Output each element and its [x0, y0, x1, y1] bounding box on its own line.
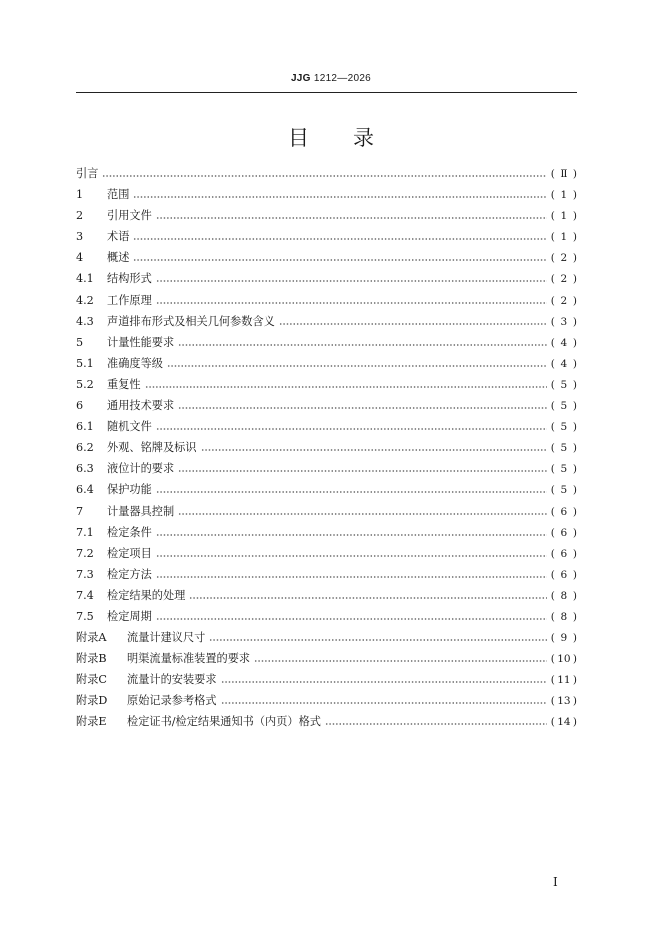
toc-entry-page: ( 6 )	[550, 526, 577, 539]
toc-leader-dots	[178, 461, 547, 473]
toc-entry-page-number: 3	[560, 315, 568, 328]
toc-entry-page-number: 11	[557, 674, 571, 687]
toc-entry-number: 7.1	[76, 525, 94, 539]
toc-entry-number: 6	[76, 399, 84, 413]
toc-entry-label: 原始记录参考格式	[127, 694, 217, 708]
toc-entry[interactable]	[76, 270, 577, 291]
toc-entry-label: 计量器具控制	[107, 504, 175, 518]
toc-entry-label: 检定证书/检定结果通知书（内页）格式	[127, 715, 321, 729]
toc-entry-number: 5.1	[76, 356, 94, 370]
toc-entry-label: 检定条件	[107, 525, 152, 539]
toc-entry-label: 范围	[107, 188, 130, 202]
toc-entry[interactable]	[76, 249, 577, 270]
toc-entry-number: 6.1	[76, 420, 94, 434]
toc-entry-page: ( 2 )	[550, 252, 577, 265]
toc-entry-page-number: 1	[560, 210, 568, 223]
toc-entry-page: ( 10 )	[550, 653, 577, 666]
toc-entry[interactable]	[76, 524, 577, 545]
toc-leader-dots	[156, 567, 547, 579]
toc-entry-page: ( 6 )	[550, 505, 577, 518]
toc-entry-label: 引用文件	[107, 209, 152, 223]
toc-entry-page: ( 5 )	[550, 400, 577, 413]
toc-entry[interactable]	[76, 355, 577, 376]
toc-entry-number: 4.3	[76, 314, 94, 328]
toc-entry-label: 流量计的安装要求	[127, 673, 217, 687]
toc-entry-label: 结构形式	[107, 272, 152, 286]
toc-entry-page: ( 4 )	[550, 357, 577, 370]
toc-entry-page-number: 6	[560, 526, 568, 539]
toc-entry-page: ( 5 )	[550, 463, 577, 476]
toc-entry-label: 随机文件	[107, 420, 152, 434]
toc-entry[interactable]	[76, 587, 577, 608]
toc-entry-number: 附录D	[76, 694, 108, 708]
toc-leader-dots	[133, 229, 546, 241]
toc-entry-page: ( 8 )	[550, 589, 577, 602]
toc-entry-page-number: Ⅱ	[560, 168, 568, 180]
toc-entry[interactable]	[76, 207, 577, 228]
toc-entry[interactable]	[76, 376, 577, 397]
toc-entry-page: ( 2 )	[550, 273, 577, 286]
toc-entry-label: 检定项目	[107, 546, 152, 560]
toc-entry-page-number: 14	[557, 716, 571, 729]
toc-leader-dots	[201, 440, 547, 452]
toc-entry-page: ( 5 )	[550, 484, 577, 497]
toc-entry-page-number: 10	[557, 653, 571, 666]
toc-entry-page-number: 5	[560, 442, 568, 455]
toc-entry[interactable]	[76, 292, 577, 313]
toc-leader-dots	[156, 482, 547, 494]
toc-entry-page-number: 4	[560, 336, 568, 349]
toc-entry-page: ( 11 )	[550, 674, 577, 687]
toc-leader-dots	[156, 208, 547, 220]
table-of-contents	[76, 165, 577, 735]
toc-leader-dots	[209, 630, 546, 642]
toc-entry-page-number: 5	[560, 378, 568, 391]
toc-entry[interactable]	[76, 629, 577, 650]
toc-entry-page-number: 5	[560, 421, 568, 434]
toc-entry[interactable]	[76, 439, 577, 460]
toc-entry-page-number: 8	[560, 610, 568, 623]
toc-entry-page: ( 1 )	[550, 189, 577, 202]
toc-entry[interactable]	[76, 460, 577, 481]
toc-entry-number: 附录A	[76, 631, 107, 645]
toc-entry-label: 通用技术要求	[107, 399, 175, 413]
toc-entry[interactable]	[76, 228, 577, 249]
toc-entry-number: 6.2	[76, 441, 94, 455]
toc-entry-page: ( 9 )	[550, 632, 577, 645]
toc-entry-label: 准确度等级	[107, 356, 163, 370]
toc-entry-page-number: 6	[560, 547, 568, 560]
toc-leader-dots	[102, 166, 546, 178]
toc-entry-number: 3	[76, 230, 84, 244]
toc-entry[interactable]	[76, 608, 577, 629]
toc-entry[interactable]	[76, 566, 577, 587]
toc-entry-page: ( 1 )	[550, 210, 577, 223]
toc-entry-page: ( 1 )	[550, 231, 577, 244]
toc-entry-number: 7.3	[76, 567, 94, 581]
toc-entry-page: ( 5 )	[550, 378, 577, 391]
toc-entry-number: 6.3	[76, 462, 94, 476]
toc-entry[interactable]	[76, 545, 577, 566]
toc-entry[interactable]	[76, 713, 577, 734]
toc-entry-label: 液位计的要求	[107, 462, 175, 476]
toc-entry-number: 4.1	[76, 272, 94, 286]
toc-leader-dots	[221, 672, 547, 684]
toc-entry-label: 引言	[76, 167, 99, 180]
toc-leader-dots	[156, 525, 547, 537]
toc-entry-label: 外观、铭牌及标识	[107, 441, 197, 455]
toc-entry-page: ( 14 )	[550, 716, 577, 729]
running-header	[0, 73, 662, 84]
toc-entry-label: 重复性	[107, 377, 141, 391]
header-rule	[76, 92, 577, 93]
toc-entry-label: 计量性能要求	[107, 335, 175, 349]
toc-entry[interactable]	[76, 165, 577, 186]
toc-entry-page: ( 5 )	[550, 421, 577, 434]
toc-entry-label: 检定周期	[107, 609, 152, 623]
toc-entry-page-number: 5	[560, 463, 568, 476]
toc-entry[interactable]	[76, 418, 577, 439]
toc-entry-label: 检定方法	[107, 567, 152, 581]
toc-leader-dots	[178, 335, 547, 347]
toc-entry-page: ( 13 )	[550, 695, 577, 708]
toc-entry-page-number: 6	[560, 568, 568, 581]
toc-leader-dots	[145, 377, 547, 389]
toc-entry-number: 附录C	[76, 673, 107, 687]
toc-entry-page: ( 5 )	[550, 442, 577, 455]
toc-entry-page-number: 8	[560, 589, 568, 602]
toc-entry-page-number: 1	[560, 189, 568, 202]
toc-entry-page-number: 2	[560, 252, 568, 265]
toc-entry-page: ( 4 )	[550, 336, 577, 349]
toc-leader-dots	[167, 356, 547, 368]
toc-entry-number: 5	[76, 335, 84, 349]
toc-entry[interactable]	[76, 186, 577, 207]
toc-entry-page-number: 2	[560, 273, 568, 286]
toc-entry-number: 5.2	[76, 377, 94, 391]
toc-entry-number: 附录B	[76, 652, 107, 666]
toc-entry-page-number: 6	[560, 505, 568, 518]
toc-entry[interactable]	[76, 397, 577, 418]
toc-entry[interactable]	[76, 481, 577, 502]
toc-leader-dots	[178, 504, 547, 516]
standard-code: JJG	[290, 73, 311, 84]
toc-leader-dots	[254, 651, 547, 663]
toc-entry-label: 流量计建议尺寸	[127, 631, 206, 645]
toc-entry-number: 附录E	[76, 715, 107, 729]
toc-entry[interactable]	[76, 671, 577, 692]
toc-entry-label: 工作原理	[107, 293, 152, 307]
toc-entry[interactable]	[76, 334, 577, 355]
toc-entry-number: 4	[76, 251, 84, 265]
toc-entry-label: 保护功能	[107, 483, 152, 497]
toc-entry-page: ( 6 )	[550, 568, 577, 581]
toc-entry-page: ( 2 )	[550, 294, 577, 307]
toc-entry-page-number: 13	[557, 695, 571, 708]
toc-entry-number: 7.2	[76, 546, 94, 560]
toc-entry-label: 概述	[107, 251, 130, 265]
toc-leader-dots	[178, 398, 547, 410]
toc-entry-page-number: 1	[560, 231, 568, 244]
toc-leader-dots	[156, 546, 547, 558]
toc-leader-dots	[156, 271, 547, 283]
toc-entry[interactable]	[76, 650, 577, 671]
toc-entry-page-number: 5	[560, 484, 568, 497]
toc-entry-label: 术语	[107, 230, 130, 244]
toc-entry[interactable]	[76, 692, 577, 713]
toc-entry-number: 7.4	[76, 588, 94, 602]
toc-entry-page-number: 9	[560, 632, 568, 645]
toc-entry-label: 明渠流量标准装置的要求	[127, 652, 251, 666]
toc-leader-dots	[156, 293, 547, 305]
toc-leader-dots	[279, 314, 547, 326]
toc-entry-page-number: 2	[560, 294, 568, 307]
toc-entry-number: 4.2	[76, 293, 94, 307]
toc-entry-number: 7	[76, 504, 84, 518]
toc-leader-dots	[156, 419, 547, 431]
page-number: I	[553, 875, 558, 889]
toc-entry-page: ( 6 )	[550, 547, 577, 560]
toc-entry-page: ( 3 )	[550, 315, 577, 328]
toc-entry-page-number: 4	[560, 357, 568, 370]
toc-entry-number: 7.5	[76, 609, 94, 623]
toc-entry-number: 2	[76, 209, 84, 223]
toc-entry-page-number: 5	[560, 400, 568, 413]
toc-entry[interactable]	[76, 313, 577, 334]
toc-entry-number: 1	[76, 188, 84, 202]
toc-leader-dots	[133, 250, 546, 262]
standard-number: 1212—2026	[313, 73, 372, 84]
toc-leader-dots	[325, 714, 547, 726]
toc-entry-label: 检定结果的处理	[107, 588, 186, 602]
page-title: 目录	[288, 126, 418, 150]
toc-entry-number: 6.4	[76, 483, 94, 497]
toc-entry-label: 声道排布形式及相关几何参数含义	[107, 314, 275, 328]
toc-leader-dots	[156, 609, 547, 621]
toc-entry[interactable]	[76, 503, 577, 524]
toc-leader-dots	[221, 693, 547, 705]
toc-entry-page: ( 8 )	[550, 610, 577, 623]
toc-leader-dots	[133, 187, 546, 199]
toc-entry-page: ( Ⅱ )	[550, 168, 577, 180]
toc-leader-dots	[189, 588, 546, 600]
